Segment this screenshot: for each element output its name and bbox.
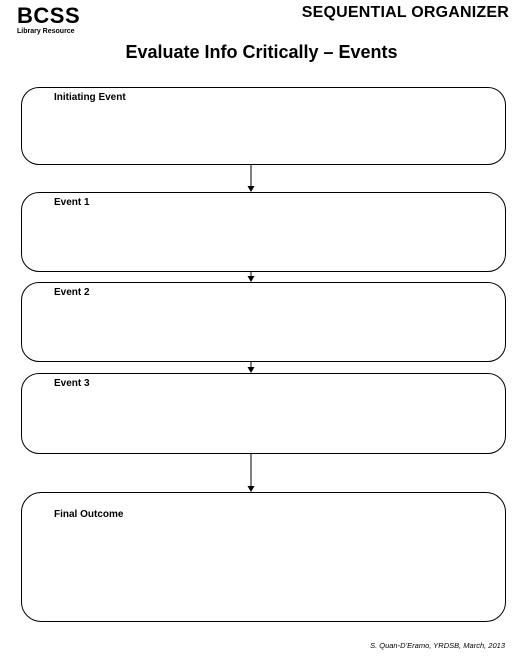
final-outcome-box <box>21 492 506 622</box>
brand-title: BCSS <box>17 3 81 28</box>
final-outcome-write-area[interactable] <box>24 523 503 619</box>
page-title: Evaluate Info Critically – Events <box>125 42 398 62</box>
organizer-type: SEQUENTIAL ORGANIZER <box>301 4 509 21</box>
brand-subtitle: Library Resource <box>17 28 75 35</box>
event-3-write-area[interactable] <box>24 390 503 451</box>
arrow-down-icon <box>246 272 256 282</box>
event-3-box <box>21 373 506 454</box>
arrow-down-icon <box>246 454 256 492</box>
initiating-event-write-area[interactable] <box>24 104 503 162</box>
author-credit: S. Quan-D’Eramo, YRDSB, March, 2013 <box>370 641 505 650</box>
final-outcome-label: Final Outcome <box>54 509 124 520</box>
event-2-write-area[interactable] <box>24 299 503 359</box>
arrow-down-icon <box>246 165 256 192</box>
event-2-label: Event 2 <box>54 287 90 298</box>
initiating-event-label: Initiating Event <box>54 92 126 103</box>
event-2-box <box>21 282 506 362</box>
event-1-box <box>21 192 506 272</box>
event-1-label: Event 1 <box>54 197 90 208</box>
initiating-event-box <box>21 87 506 165</box>
arrow-down-icon <box>246 362 256 373</box>
event-3-label: Event 3 <box>54 378 90 389</box>
event-1-write-area[interactable] <box>24 209 503 269</box>
